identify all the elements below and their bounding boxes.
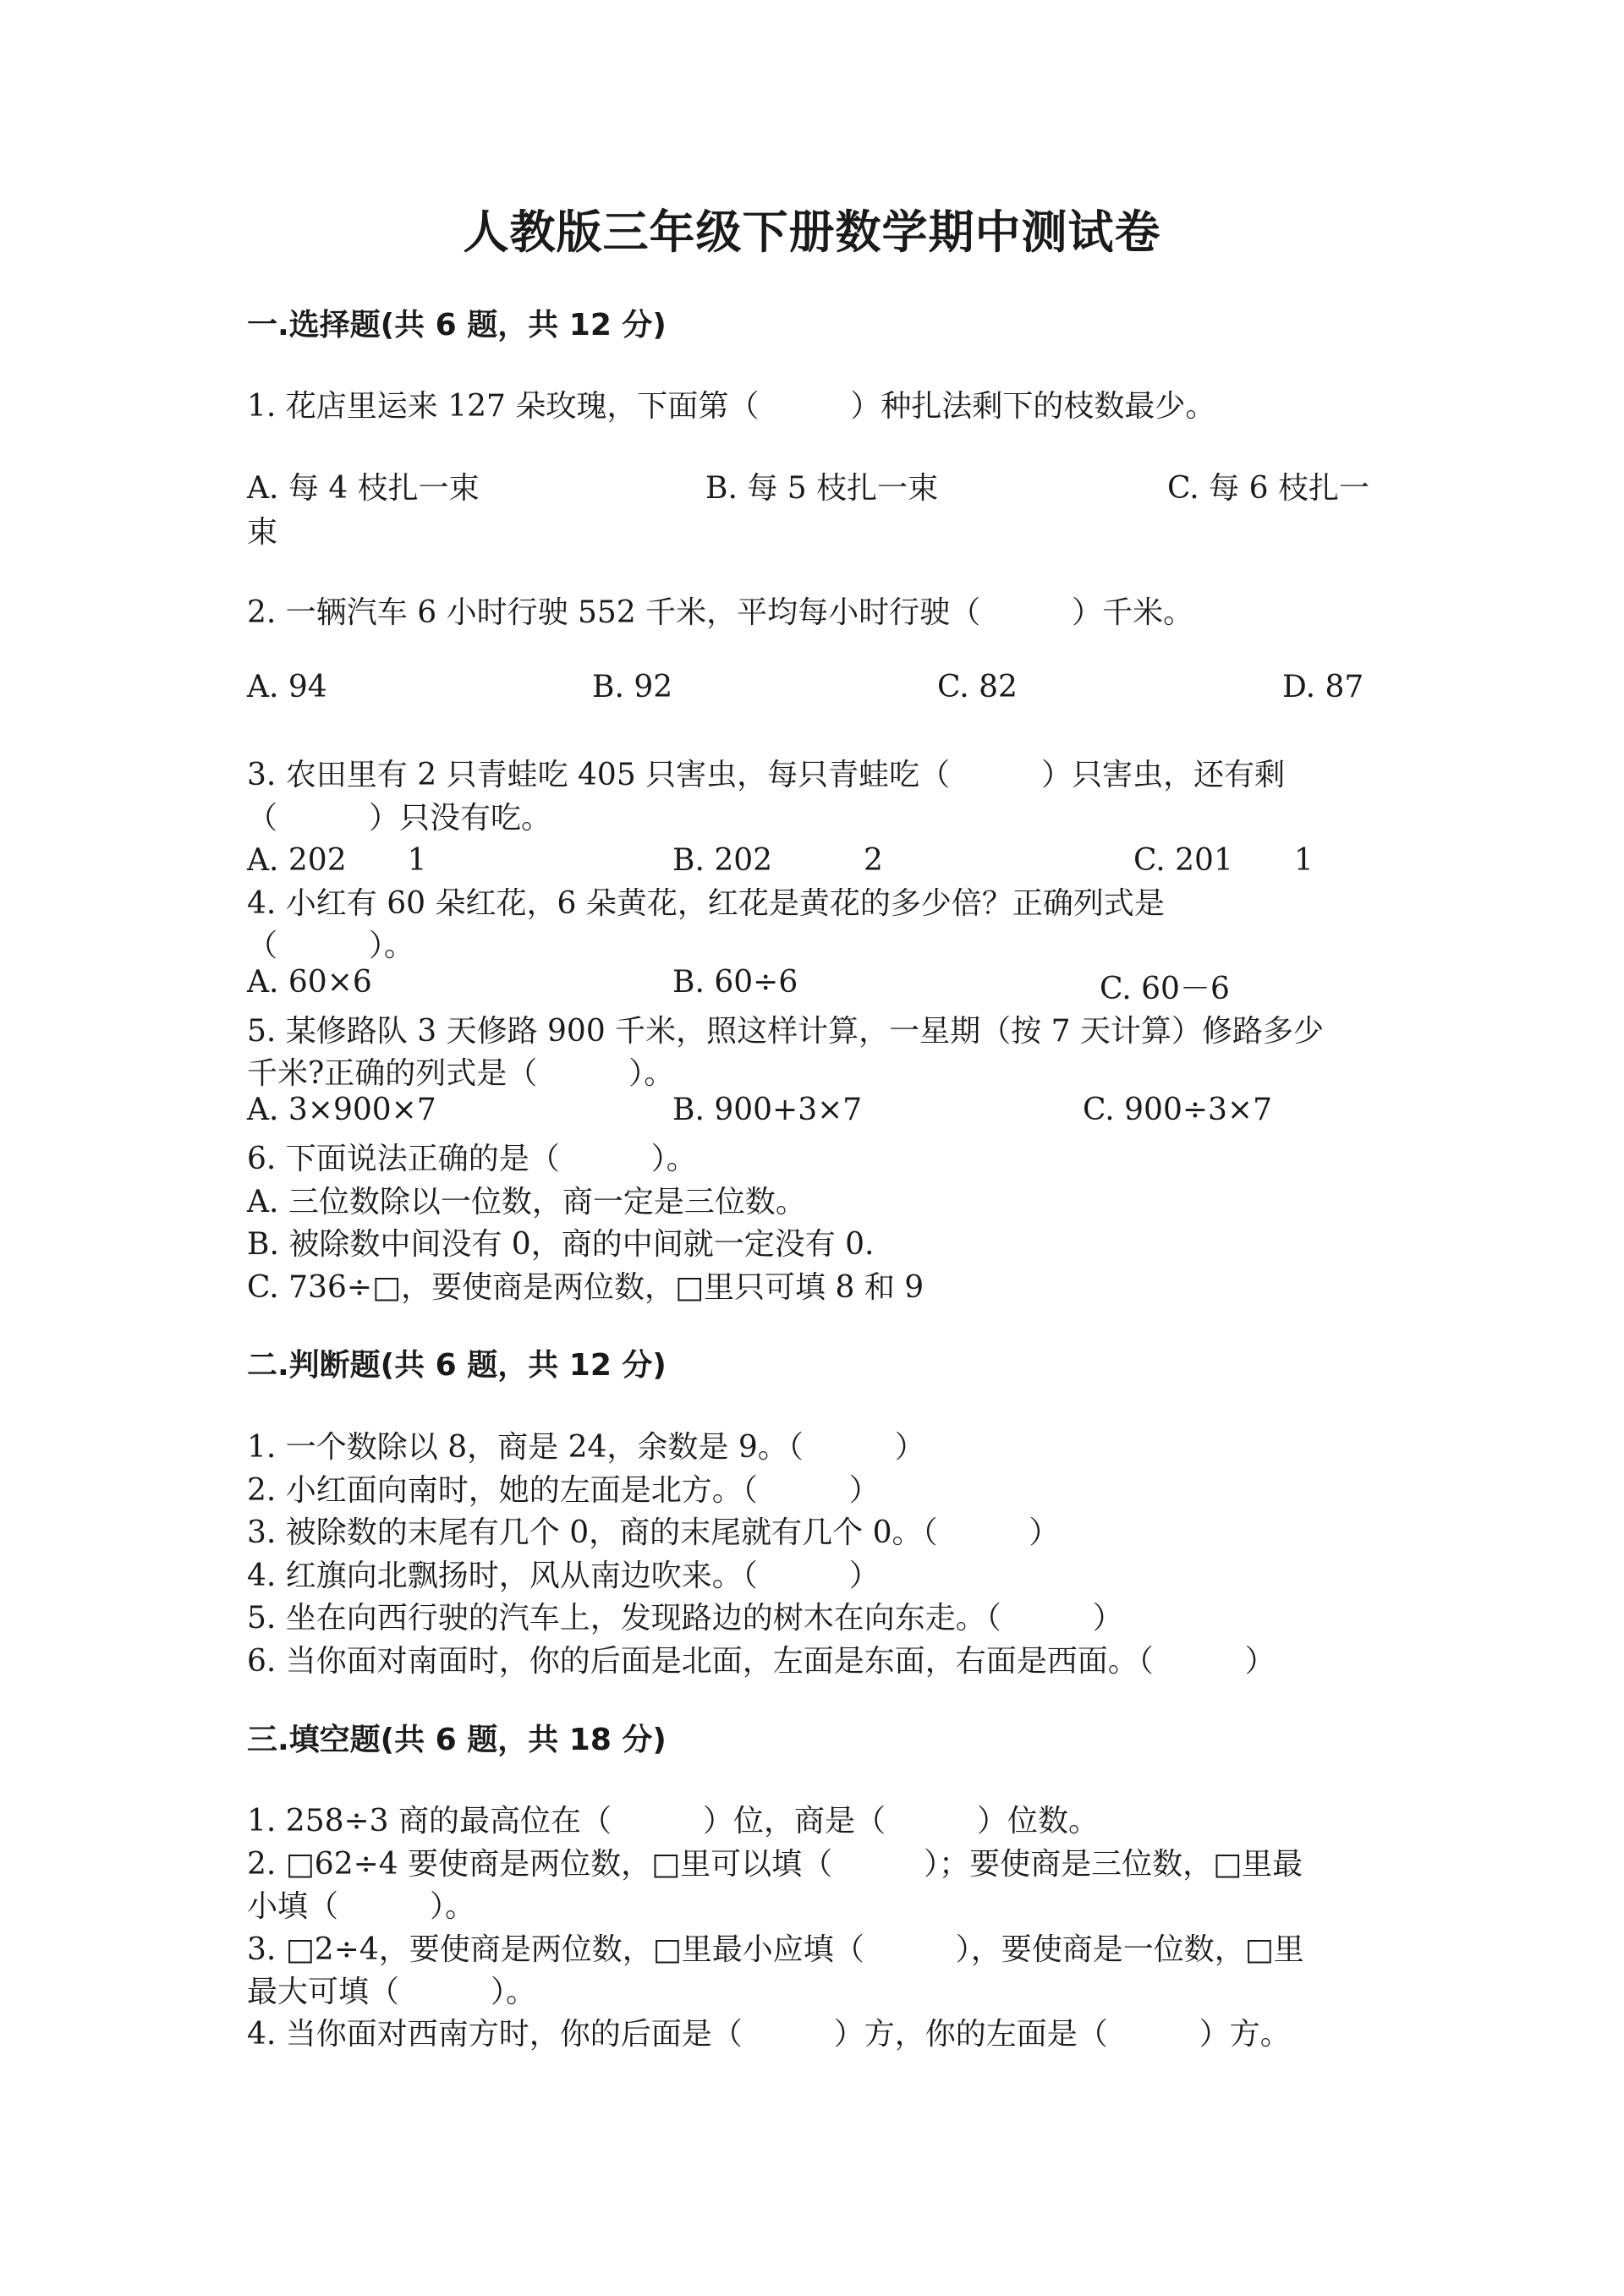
fill-item: 3. □2÷4，要使商是两位数，□里最小应填（ ），要使商是一位数，□里 <box>247 1932 1304 1967</box>
page-title: 人教版三年级下册数学期中测试卷 <box>463 205 1161 259</box>
option-a: A. 202 1 <box>247 843 427 878</box>
option-b: B. 被除数中间没有 0，商的中间就一定没有 0. <box>247 1227 875 1262</box>
question-stem: 4. 小红有 60 朵红花，6 朵黄花，红花是黄花的多少倍？正确列式是 <box>247 886 1165 921</box>
option-c: C. 201 1 <box>1133 843 1314 878</box>
judgment-item: 2. 小红面向南时，她的左面是北方。（ ） <box>247 1473 880 1508</box>
fill-item: 1. 258÷3 商的最高位在（ ）位，商是（ ）位数。 <box>247 1804 1100 1838</box>
judgment-item: 1. 一个数除以 8，商是 24，余数是 9。（ ） <box>247 1430 925 1465</box>
option-a: A. 3×900×7 <box>247 1093 436 1127</box>
question-stem: 5. 某修路队 3 天修路 900 千米，照这样计算，一星期（按 7 天计算）修路多少 <box>247 1014 1324 1049</box>
question-stem: 6. 下面说法正确的是（ ）。 <box>247 1142 697 1176</box>
question-stem-continued: 千米?正确的列式是（ ）。 <box>247 1056 675 1091</box>
option-a: A. 三位数除以一位数，商一定是三位数。 <box>247 1185 806 1219</box>
section-heading-choice: 一.选择题(共 6 题，共 12 分) <box>247 308 667 342</box>
fill-item: 4. 当你面对西南方时，你的后面是（ ）方，你的左面是（ ）方。 <box>247 2017 1291 2052</box>
option-c: C. 60－6 <box>1100 972 1230 1006</box>
judgment-item: 4. 红旗向北飘扬时，风从南边吹来。（ ） <box>247 1559 880 1593</box>
option-c: C. 736÷□，要使商是两位数，□里只可填 8 和 9 <box>247 1270 924 1305</box>
question-stem: 3. 农田里有 2 只青蛙吃 405 只害虫，每只青蛙吃（ ）只害虫，还有剩 <box>247 758 1286 792</box>
question-stem-continued: （ ）只没有吃。 <box>247 801 552 836</box>
fill-item-continued: 小填（ ）。 <box>247 1889 476 1924</box>
section-heading-fill: 三.填空题(共 6 题，共 18 分) <box>247 1723 667 1757</box>
option-b: B. 每 5 枝扎一束 <box>705 471 939 506</box>
judgment-item: 6. 当你面对南面时，你的后面是北面，左面是东面，右面是西面。（ ） <box>247 1644 1276 1679</box>
option-d: D. 87 <box>1282 670 1364 704</box>
fill-item-continued: 最大可填（ ）。 <box>247 1975 537 2009</box>
question-stem: 1. 花店里运来 127 朵玫瑰，下面第（ ）种扎法剩下的枝数最少。 <box>247 389 1216 424</box>
section-heading-judgment: 二.判断题(共 6 题，共 12 分) <box>247 1348 667 1383</box>
option-b: B. 900+3×7 <box>672 1093 863 1127</box>
option-b: B. 92 <box>592 670 673 704</box>
option-b: B. 60÷6 <box>672 965 798 1000</box>
option-c: C. 82 <box>937 670 1018 704</box>
option-a: A. 94 <box>247 670 327 704</box>
question-stem-continued: （ ）。 <box>247 929 415 963</box>
option-b: B. 202 2 <box>672 843 883 878</box>
option-c-continued: 束 <box>247 515 278 550</box>
fill-item: 2. □62÷4 要使商是两位数，□里可以填（ ）；要使商是三位数，□里最 <box>247 1847 1303 1882</box>
option-c: C. 每 6 枝扎一 <box>1167 471 1369 506</box>
option-c: C. 900÷3×7 <box>1083 1093 1272 1127</box>
option-a: A. 60×6 <box>247 965 372 1000</box>
judgment-item: 5. 坐在向西行驶的汽车上，发现路边的树木在向东走。（ ） <box>247 1601 1123 1636</box>
judgment-item: 3. 被除数的末尾有几个 0，商的末尾就有几个 0。（ ） <box>247 1515 1060 1550</box>
question-stem: 2. 一辆汽车 6 小时行驶 552 千米，平均每小时行驶（ ）千米。 <box>247 595 1194 630</box>
option-a: A. 每 4 枝扎一束 <box>247 471 480 506</box>
